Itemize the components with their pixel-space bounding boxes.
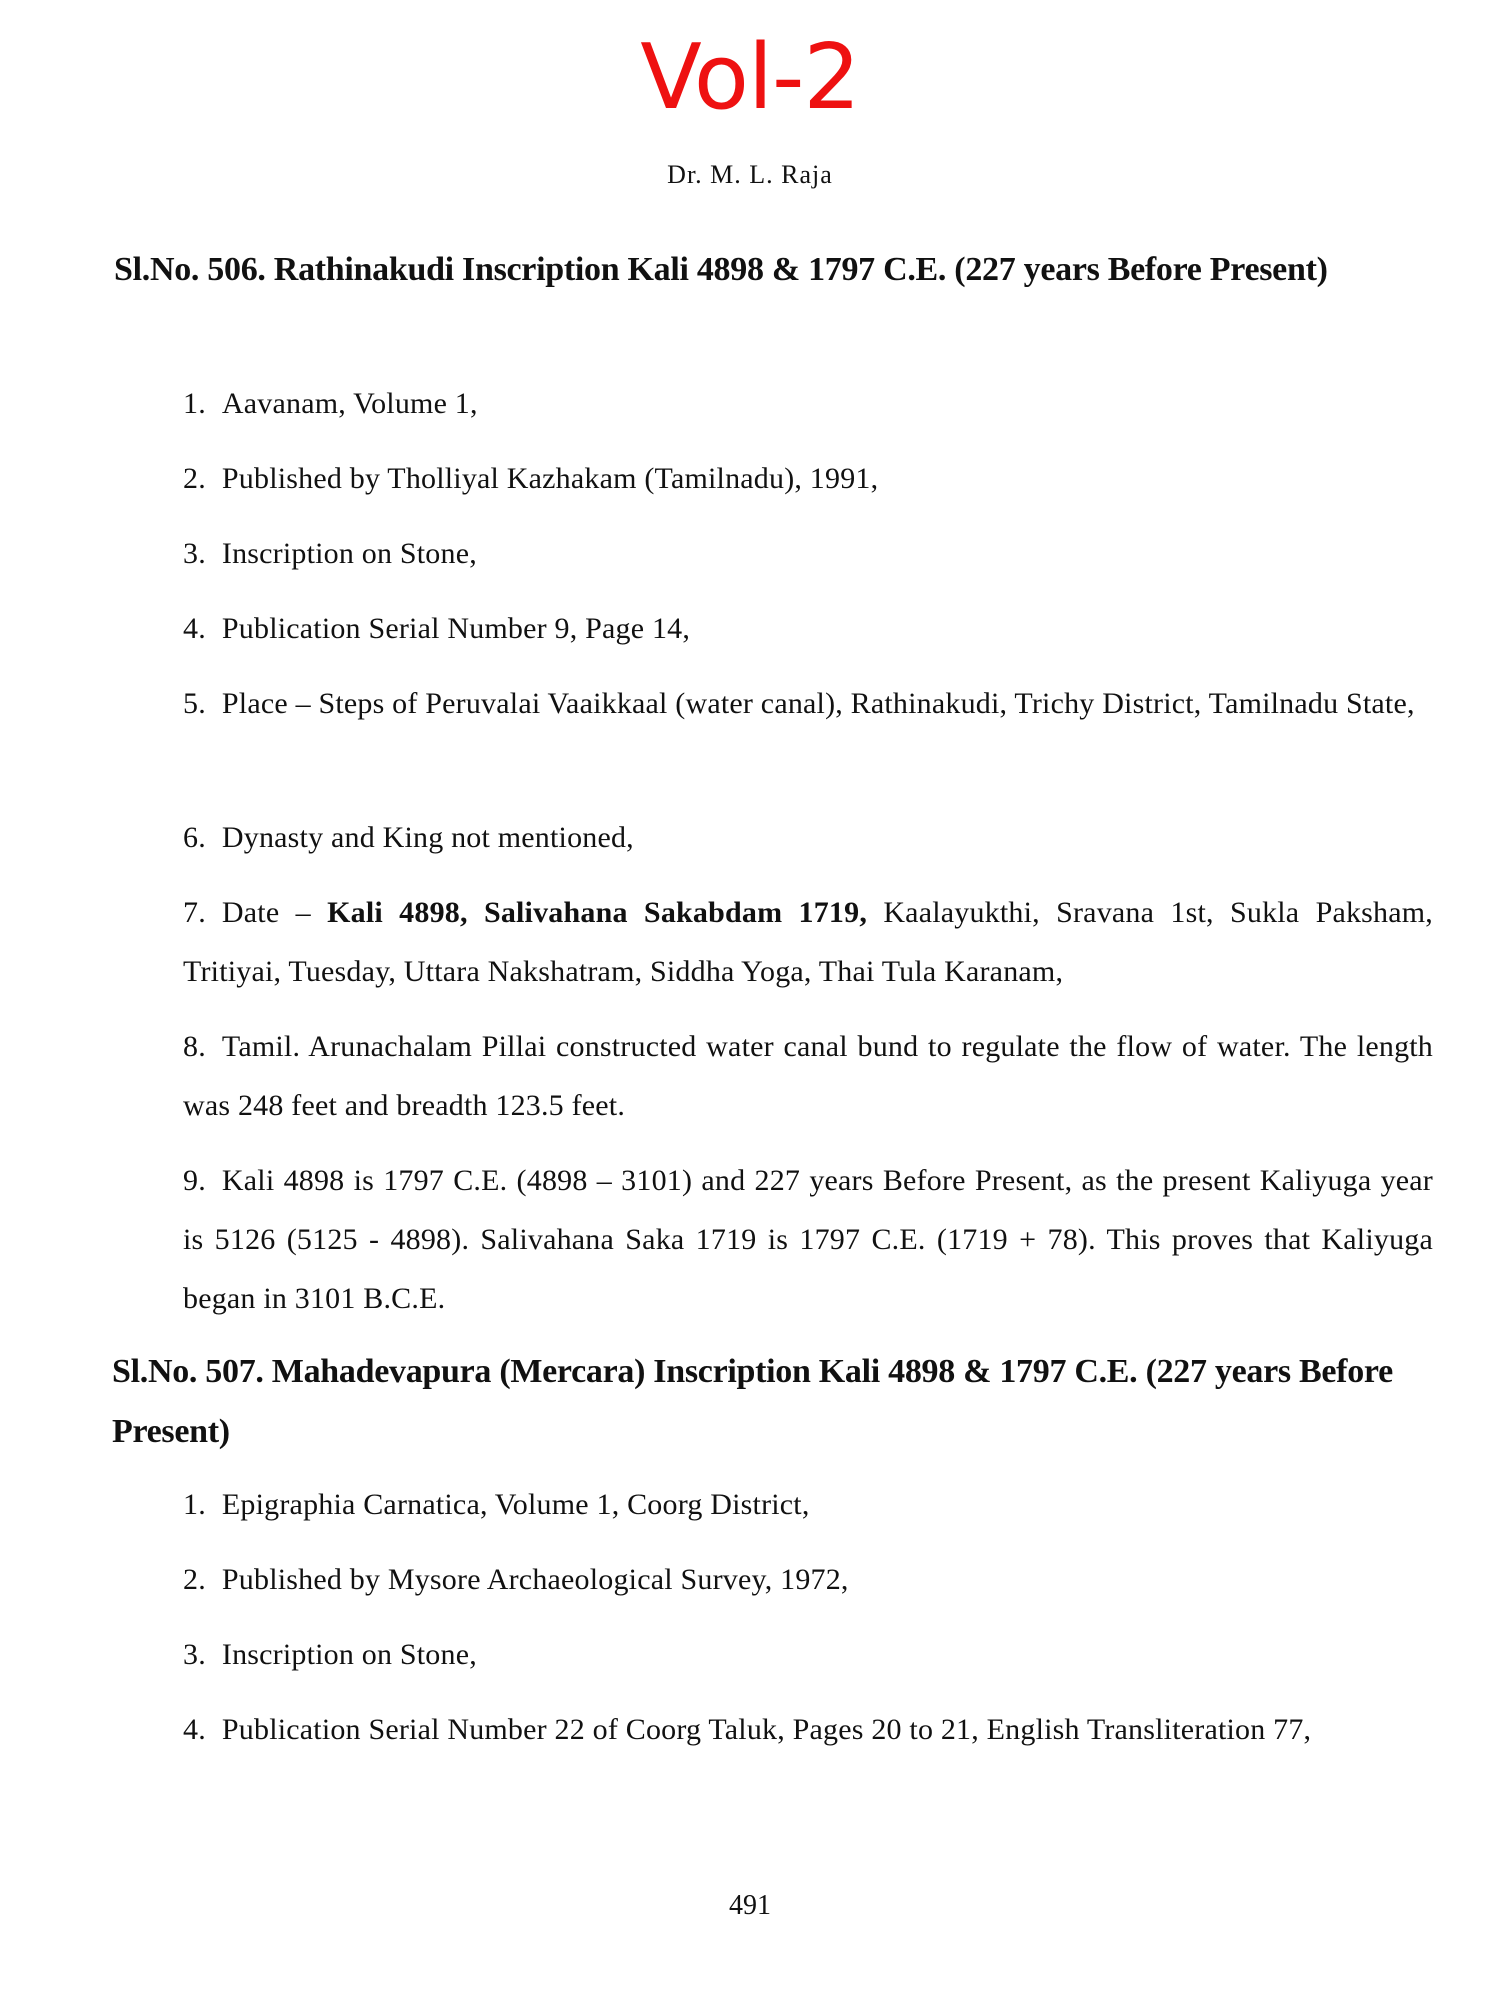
page-number: 491 — [729, 1890, 771, 1921]
item-text: Tamil. Arunachalam Pillai constructed water canal bund to regulate the flow of water. The length was 248 feet and breadth 123.5 feet. — [183, 1030, 1433, 1122]
list-item — [183, 599, 1433, 658]
item-text: Inscription on Stone, — [221, 537, 477, 570]
item-number: 1. — [183, 387, 206, 420]
item-text: Aavanam, Volume 1, — [221, 387, 478, 420]
item-number: 8. — [183, 1030, 206, 1063]
list-item — [183, 1550, 1433, 1609]
list-item — [183, 883, 1433, 1001]
item-text-bold-date: Kali 4898, Salivahana Sakabdam 1719, — [327, 896, 868, 929]
list-item — [183, 674, 1433, 733]
list-item — [183, 1625, 1433, 1684]
item-number: 3. — [183, 537, 206, 570]
list-item — [183, 1017, 1433, 1135]
item-text: Kali 4898 is 1797 C.E. (4898 – 3101) and 227 years Before Present, as the present Kaliyuga year is 5126 (5125 - 4898). Salivahana Saka 1719 is 1797 C.E. (1719 + 78). This proves that Kaliyuga began in 3101 B.C.E. — [183, 1164, 1433, 1315]
item-number: 3. — [183, 1638, 206, 1671]
item-number: 5. — [183, 687, 206, 720]
item-number: 1. — [183, 1488, 206, 1521]
item-text: Inscription on Stone, — [221, 1638, 477, 1671]
list-item — [183, 449, 1433, 508]
list-item — [183, 374, 1433, 433]
volume-title: Vol-2 — [640, 25, 860, 130]
item-text: Published by Mysore Archaeological Survey, 1972, — [221, 1563, 849, 1596]
list-item — [183, 1475, 1433, 1534]
item-text-prefix: Date – — [221, 896, 328, 929]
item-number: 2. — [183, 1563, 206, 1596]
item-text: Epigraphia Carnatica, Volume 1, Coorg District, — [221, 1488, 810, 1521]
item-number: 9. — [183, 1164, 206, 1197]
item-text: Publication Serial Number 22 of Coorg Taluk, Pages 20 to 21, English Transliteration 77, — [221, 1713, 1312, 1746]
list-item — [183, 1700, 1433, 1759]
list-item — [183, 808, 1433, 867]
list-item — [183, 524, 1433, 583]
item-number: 6. — [183, 821, 206, 854]
item-text-suffix: Kaalayukthi, Sravana 1st, Sukla Paksham, Tritiyai, Tuesday, Uttara Nakshatram, Siddha Yoga, Thai Tula Karanam, — [183, 896, 1434, 988]
section-heading-506: Sl.No. 506. Rathinakudi Inscription Kali 4898 & 1797 C.E. (227 years Before Present) — [114, 251, 1328, 288]
item-number: 7. — [183, 896, 206, 929]
item-text: Publication Serial Number 9, Page 14, — [221, 612, 691, 645]
list-item — [183, 1151, 1433, 1328]
item-number: 2. — [183, 462, 206, 495]
author-name: Dr. M. L. Raja — [667, 160, 833, 189]
item-text: Place – Steps of Peruvalai Vaaikkaal (water canal), Rathinakudi, Trichy District, Tamilnadu State, — [221, 687, 1415, 720]
item-text: Dynasty and King not mentioned, — [221, 821, 634, 854]
item-number: 4. — [183, 612, 206, 645]
item-number: 4. — [183, 1713, 206, 1746]
section-heading-507: Sl.No. 507. Mahadevapura (Mercara) Inscription Kali 4898 & 1797 C.E. (227 years Before Present) — [112, 1353, 1393, 1450]
item-text: Published by Tholliyal Kazhakam (Tamilnadu), 1991, — [221, 462, 879, 495]
